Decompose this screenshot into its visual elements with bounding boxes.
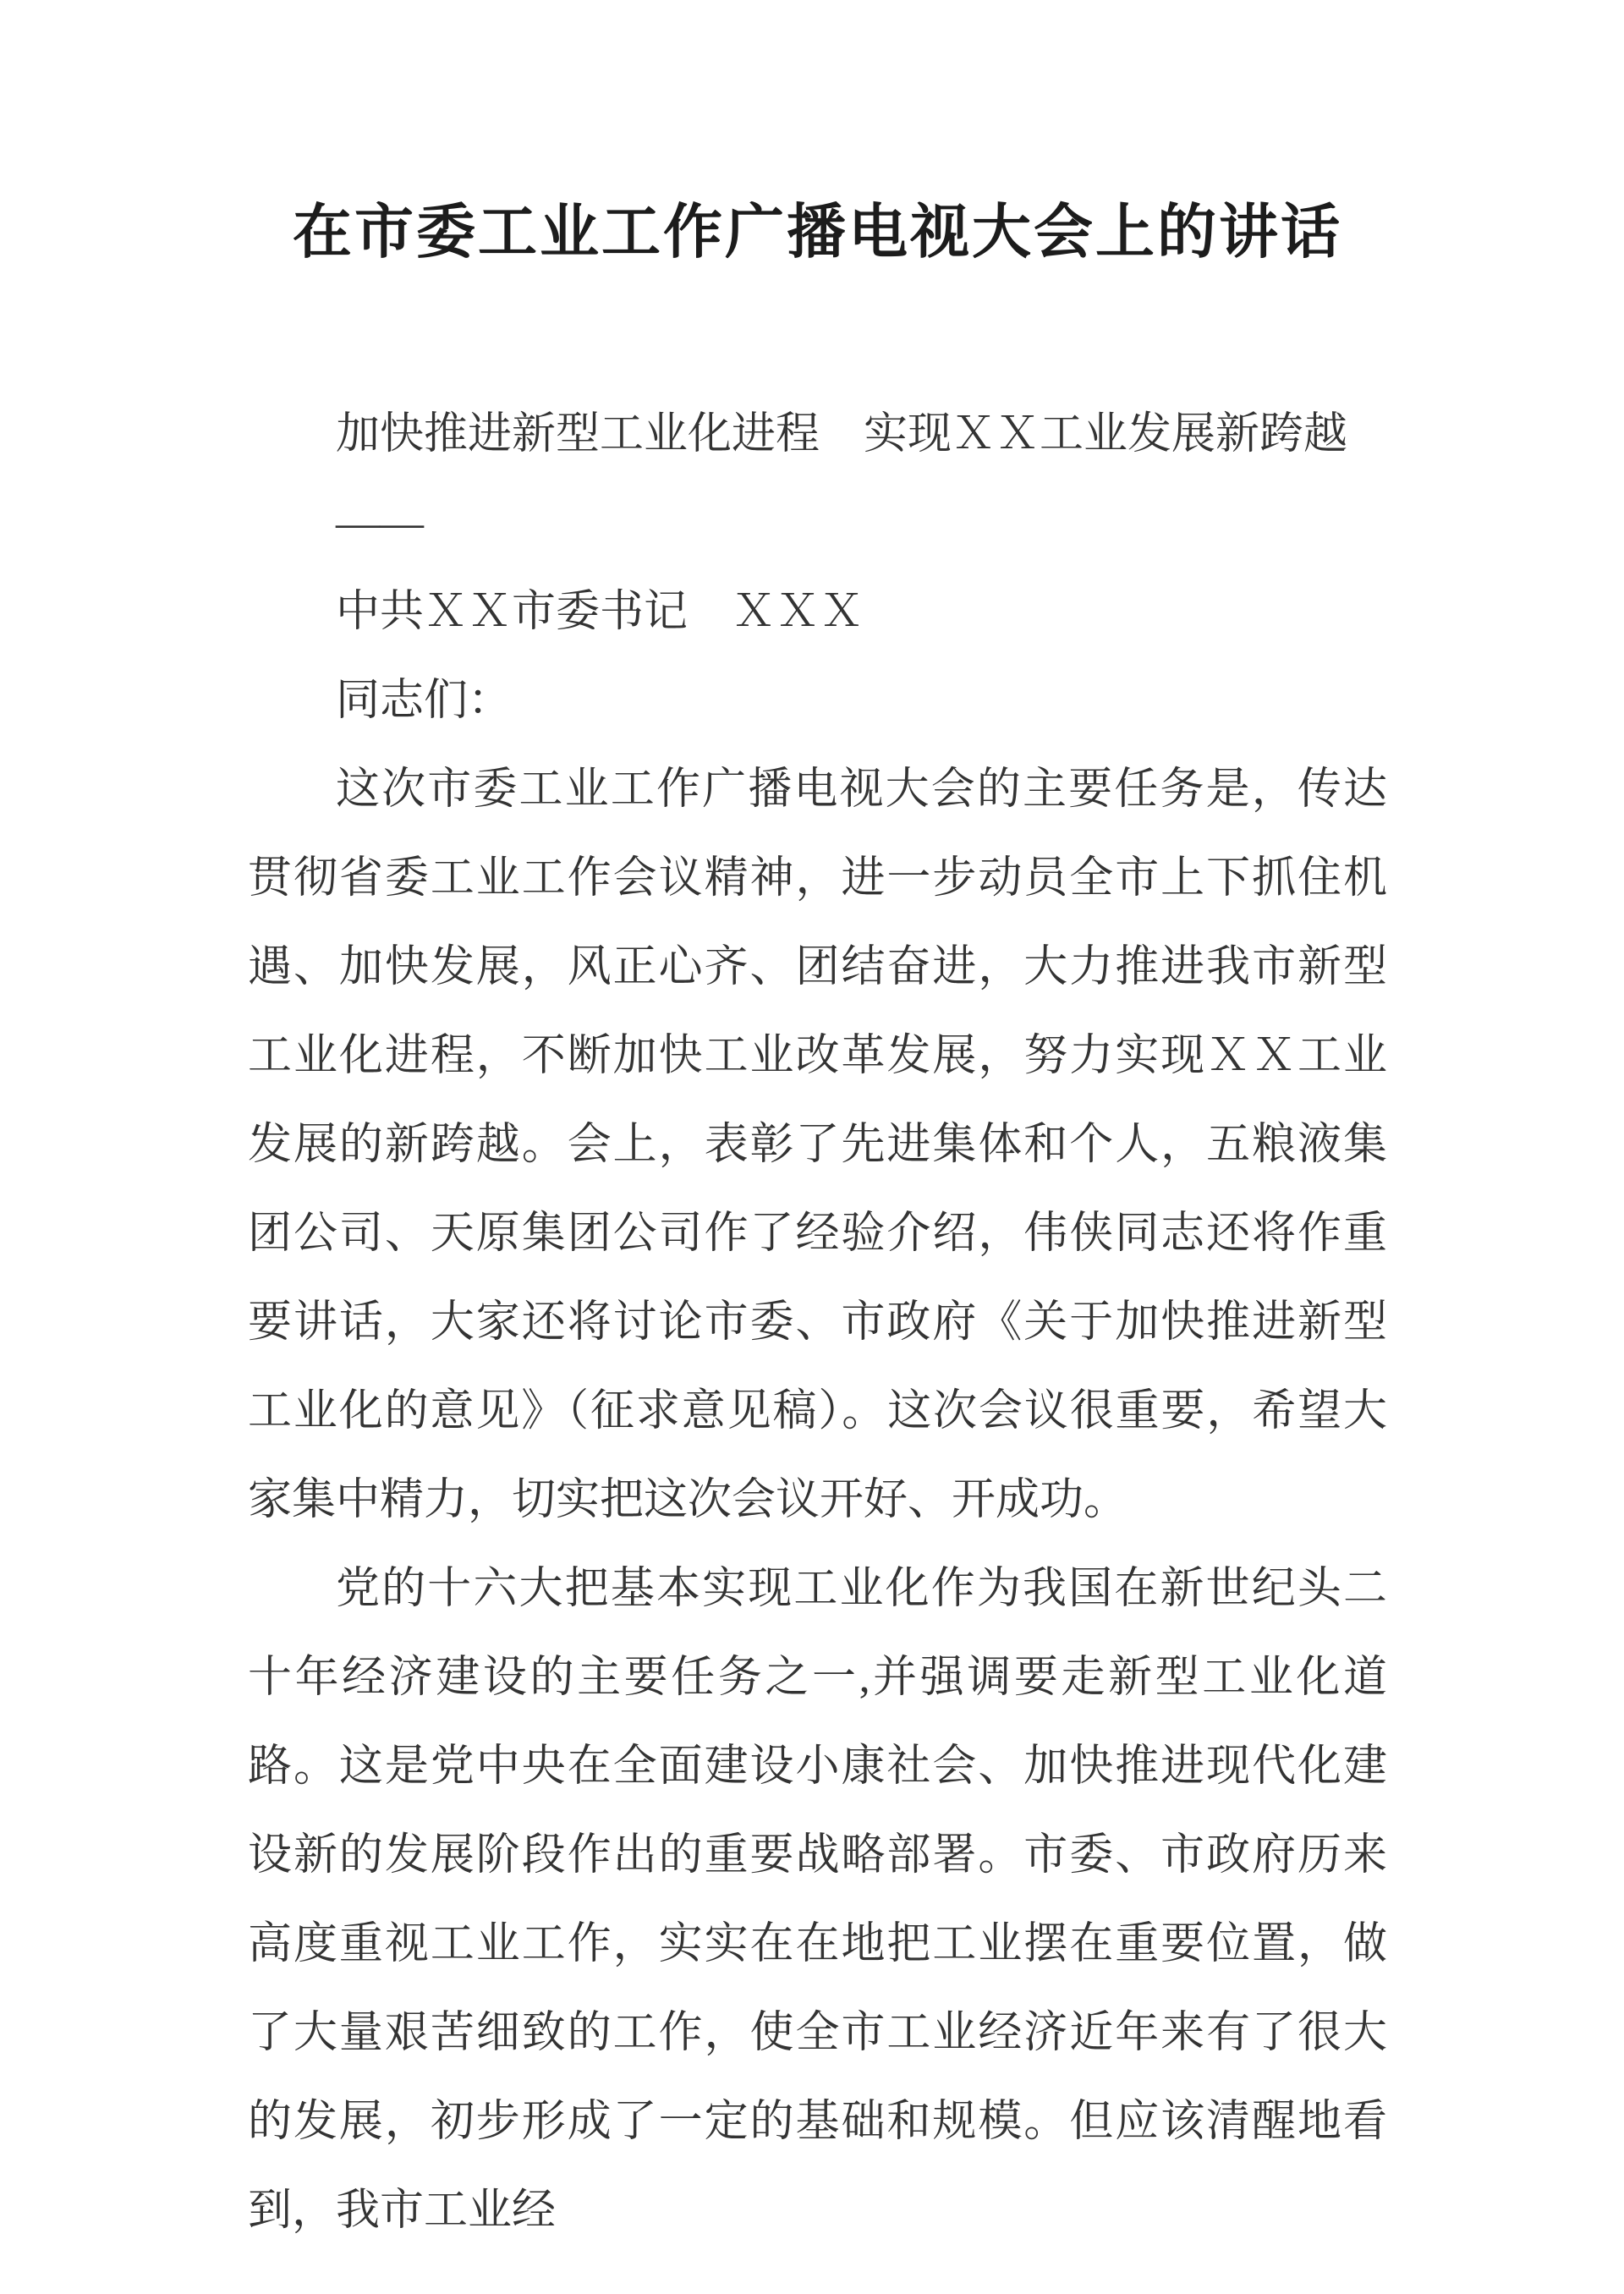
paragraph-2: 党的十六大把基本实现工业化作为我国在新世纪头二十年经济建设的主要任务之一,并强调要走新型工业化道路。这是党中央在全面建设小康社会、加快推进现代化建设新的发展阶段作出的重要战略部署。市委、市政府历来高度重视工业工作，实实在在地把工业摆在重要位置，做了大量艰苦细致的工作，使全市工业经济近年来有了很大的发展，初步形成了一定的基础和规模。但应该清醒地看到，我市工业经 [248, 1565, 1387, 2235]
subtitle-line: 加快推进新型工业化进程 实现ＸＸ工业发展新跨越 [336, 410, 1348, 458]
author-line: 中共ＸＸ市委书记 ＸＸＸ [336, 588, 864, 636]
salutation-line: 同志们： [336, 677, 513, 725]
paragraph-1: 这次市委工业工作广播电视大会的主要任务是，传达贯彻省委工业工作会议精神，进一步动员全市上下抓住机遇、加快发展，风正心齐、团结奋进，大力推进我市新型工业化进程，不断加快工业改革发展，努力实现ＸＸ工业发展的新跨越。会上，表彰了先进集体和个人，五粮液集团公司、天原集团公司作了经验介绍，伟侠同志还将作重要讲话，大家还将讨论市委、市政府《关于加快推进新型工业化的意见》（征求意见稿）。这次会议很重要，希望大家集中精力，切实把这次会议开好、开成功。 [248, 766, 1387, 1524]
dash-separator: —— [336, 499, 424, 547]
document-title: 在市委工业工作广播电视大会上的讲话 [293, 199, 1342, 265]
